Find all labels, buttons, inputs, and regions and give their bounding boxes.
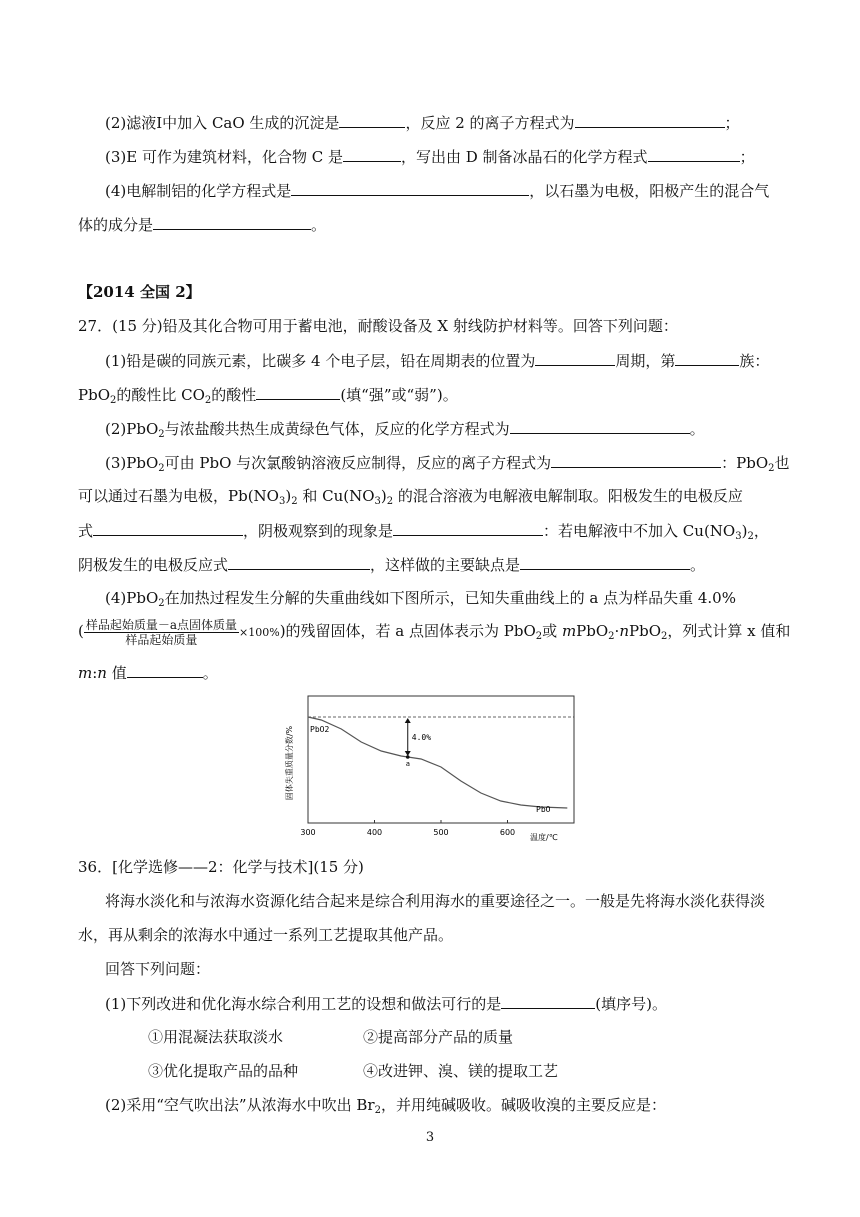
answer-blank[interactable]	[343, 146, 401, 162]
plot-frame	[308, 696, 574, 823]
pbo-label: PbO	[536, 805, 551, 814]
q36-option-3: ③优化提取产品的品种	[148, 1062, 299, 1080]
q36-part1: (1)下列改进和优化海水综合利用工艺的设想和做法可行的是 (填序号)。	[105, 995, 667, 1013]
q36-option-4: ④改进钾、溴、镁的提取工艺	[363, 1062, 559, 1080]
answer-blank[interactable]	[551, 452, 721, 468]
q-prev-4-cont: 体的成分是 。	[78, 216, 327, 234]
x-tick-label: 600	[499, 828, 516, 837]
x-tick-label: 400	[366, 828, 383, 837]
answer-blank[interactable]	[291, 180, 529, 196]
q27-part4-cont2: m:n 值 。	[78, 664, 218, 682]
page-number: 3	[425, 1130, 435, 1145]
q36-para1-cont: 水，再从剩余的浓海水中通过一系列工艺提取其他产品。	[78, 926, 454, 944]
q27-part4: (4)PbO$_2$在加热过程发生分解的失重曲线如下图所示，已知失重曲线上的 a 点为样品失重 4.0%	[105, 589, 736, 609]
x-tick-label: 500	[433, 828, 449, 837]
answer-blank[interactable]	[393, 520, 543, 536]
section-title: 【2014 全国 2】	[78, 283, 201, 301]
answer-blank[interactable]	[535, 350, 615, 366]
q27-part3-cont3: 阴极发生的电极反应式 ，这样做的主要缺点是 。	[78, 556, 706, 574]
mass-loss-curve-chart	[282, 693, 582, 843]
q36-option-1: ①用混凝法获取淡水	[148, 1028, 284, 1046]
answer-blank[interactable]	[228, 554, 370, 570]
answer-blank[interactable]	[575, 112, 725, 128]
x-axis-label: 温度/℃	[530, 833, 558, 842]
q36-para1: 将海水淡化和与浓海水资源化结合起来是综合利用海水的重要途径之一。一般是先将海水淡化获得淡	[105, 892, 766, 910]
loss-label: 4.0%	[411, 733, 432, 742]
answer-blank[interactable]	[256, 384, 340, 400]
q27-part4-cont: ( $\frac{\text{样品起始质量－a点固体质量}}{\text{样品起始质量}}$ ×100%)的残留固体，若 a 点固体表示为 PbO$_2$或 mPbO$_2$·nPbO$_2$，列式计算 x 值和	[78, 617, 791, 647]
q27-part2: (2)PbO$_2$与浓盐酸共热生成黄绿色气体，反应的化学方程式为 。	[105, 420, 705, 440]
answer-blank[interactable]	[339, 112, 405, 128]
answer-blank[interactable]	[510, 418, 690, 434]
mass-loss-fraction: $\frac{\text{样品起始质量－a点固体质量}}{\text{样品起始质量}}$	[85, 617, 238, 647]
answer-blank[interactable]	[675, 350, 739, 366]
answer-blank[interactable]	[501, 993, 595, 1009]
q36-option-2: ②提高部分产品的质量	[363, 1028, 514, 1046]
arrow-head-up	[405, 718, 411, 723]
point-a-label: a	[405, 760, 410, 768]
q27-part1: (1)铅是碳的同族元素，比碳多 4 个电子层，铅在周期表的位置为 周期，第 族：	[105, 352, 770, 370]
q36-title: 36．[化学选修——2：化学与技术](15 分)	[78, 858, 364, 876]
answer-blank[interactable]	[93, 520, 243, 536]
q-prev-4: (4)电解制铝的化学方程式是 ，以石墨为电极，阳极产生的混合气	[105, 182, 770, 200]
q27-intro: 27．(15 分)铅及其化合物可用于蓄电池，耐酸设备及 X 射线防护材料等。回答下列问题：	[78, 317, 678, 335]
q27-part3-cont: 可以通过石墨为电极，$Pb(NO_3)_2$ 和 $Cu(NO_3)_2$ 的混合溶液为电解液电解制取。阳极发生的电极反应	[78, 487, 743, 507]
mass-loss-curve	[308, 717, 567, 808]
answer-blank[interactable]	[127, 662, 203, 678]
q36-prompt: 回答下列问题：	[105, 960, 211, 978]
pbo2-label: PbO2	[310, 725, 330, 734]
answer-blank[interactable]	[648, 146, 740, 162]
answer-blank[interactable]	[153, 214, 311, 230]
x-tick-label: 300	[300, 828, 316, 837]
q27-part3: (3)PbO$_2$可由 PbO 与次氯酸钠溶液反应制得，反应的离子方程式为 ：PbO$_2$也	[105, 454, 790, 474]
q27-part1-cont: PbO$_2$的酸性比 $CO_2$的酸性 (填“强”或“弱”)。	[78, 386, 458, 406]
q-prev-3: (3)E 可作为建筑材料，化合物 C 是 ，写出由 D 制备冰晶石的化学方程式 ；	[105, 148, 755, 166]
y-axis-label: 固体失重质量分数/%	[285, 725, 294, 801]
answer-blank[interactable]	[520, 554, 690, 570]
q27-part3-cont2: 式 ，阴极观察到的现象是 ：若电解液中不加入 $Cu(NO_3)_2$，	[78, 522, 769, 542]
q36-part2: (2)采用“空气吹出法”从浓海水中吹出 $Br_2$，并用纯碱吸收。碱吸收溴的主要反应是：	[105, 1096, 666, 1116]
point-a	[406, 755, 410, 759]
q-prev-2: (2)滤液I中加入 CaO 生成的沉淀是 ，反应 2 的离子方程式为 ；	[105, 114, 740, 132]
